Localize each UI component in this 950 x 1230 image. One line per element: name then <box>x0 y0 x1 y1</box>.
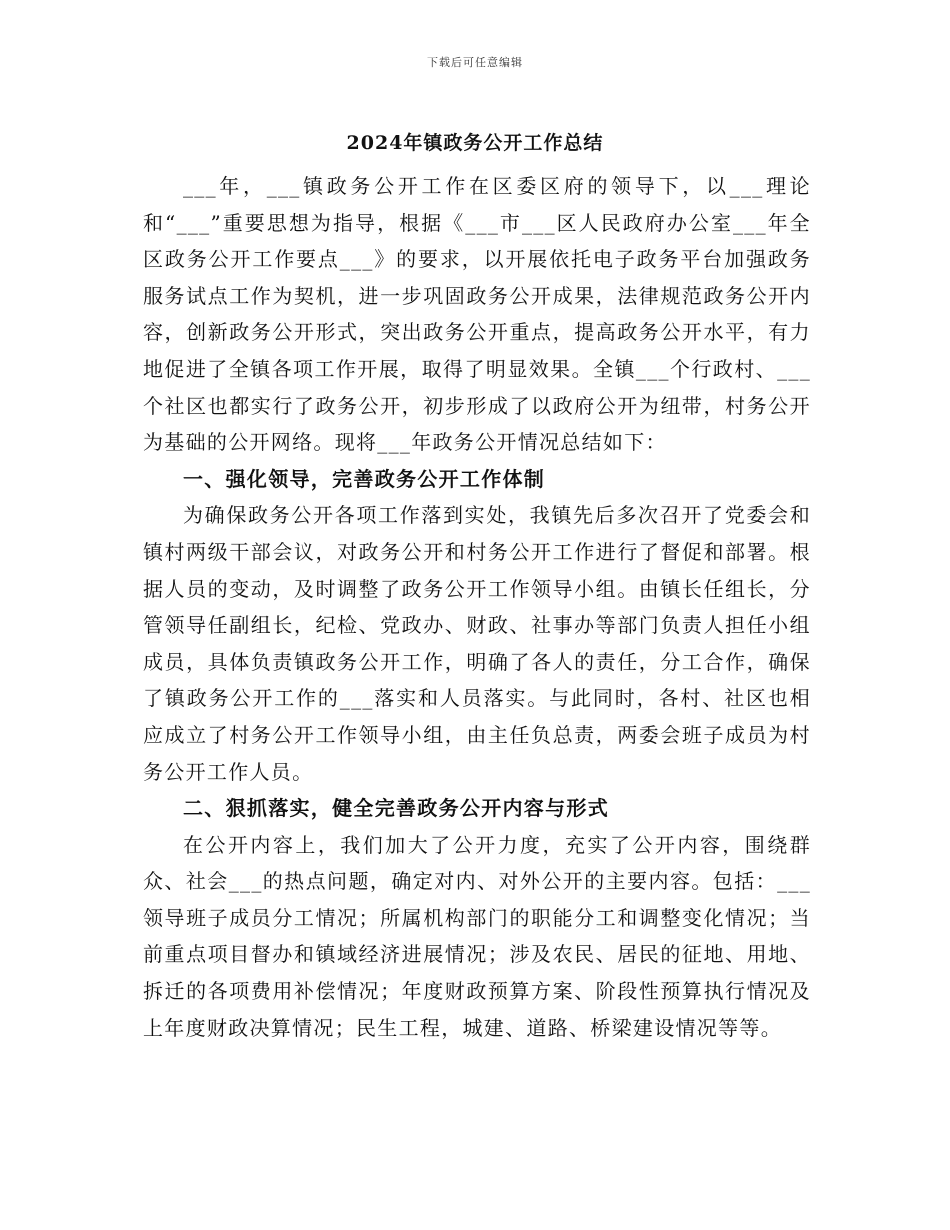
section-2-heading: 二、狠抓落实，健全完善政务公开内容与形式 <box>183 796 609 821</box>
section-1-heading: 一、强化领导，完善政务公开工作体制 <box>183 466 546 491</box>
document-title: 2024年镇政务公开工作总结 <box>346 132 604 154</box>
section-1-paragraph: 为确保政务公开各项工作落到实处，我镇先后多次召开了党委会和镇村两级干部会议，对政务公开和村务公开工作进行了督促和部署。根据人员的变动，及时调整了政务公开工作领导小组。由镇长任组长，分管领导任副组长，纪检、党政办、财政、社事办等部门负责人担任小组成员，具体负责镇政务公开工作，明确了各人的责任，分工合作，确保了镇政务公开工作的___落实和人员落实。与此同时，各村、社区也相应成立了村务公开工作领导小组，由主任负总责，两委会班子成员为村务公开工作人员。 <box>143 503 811 784</box>
intro-paragraph: ___年，___镇政务公开工作在区委区府的领导下，以___理论和“___”重要思想为指导，根据《___市___区人民政府办公室___年全区政务公开工作要点___》的要求，以开展依托电子政务平台加强政务服务试点工作为契机，进一步巩固政务公开成果，法律规范政务公开内容，创新政务公开形式，突出政务公开重点，提高政务公开水平，有力地促进了全镇各项工作开展，取得了明显效果。全镇___个行政村、___个社区也都实行了政务公开，初步形成了以政府公开为纽带，村务公开为基础的公开网络。现将___年政务公开情况总结如下： <box>143 174 811 455</box>
document-body <box>143 168 811 1046</box>
page-header-note: 下载后可任意编辑 <box>427 56 523 69</box>
section-2-paragraph: 在公开内容上，我们加大了公开力度，充实了公开内容，围绕群众、社会___的热点问题，确定对内、对外公开的主要内容。包括：___领导班子成员分工情况；所属机构部门的职能分工和调整变化情况；当前重点项目督办和镇域经济进展情况；涉及农民、居民的征地、用地、拆迁的各项费用补偿情况；年度财政预算方案、阶段性预算执行情况及上年度财政决算情况；民生工程，城建、道路、桥梁建设情况等等。 <box>143 832 811 1040</box>
